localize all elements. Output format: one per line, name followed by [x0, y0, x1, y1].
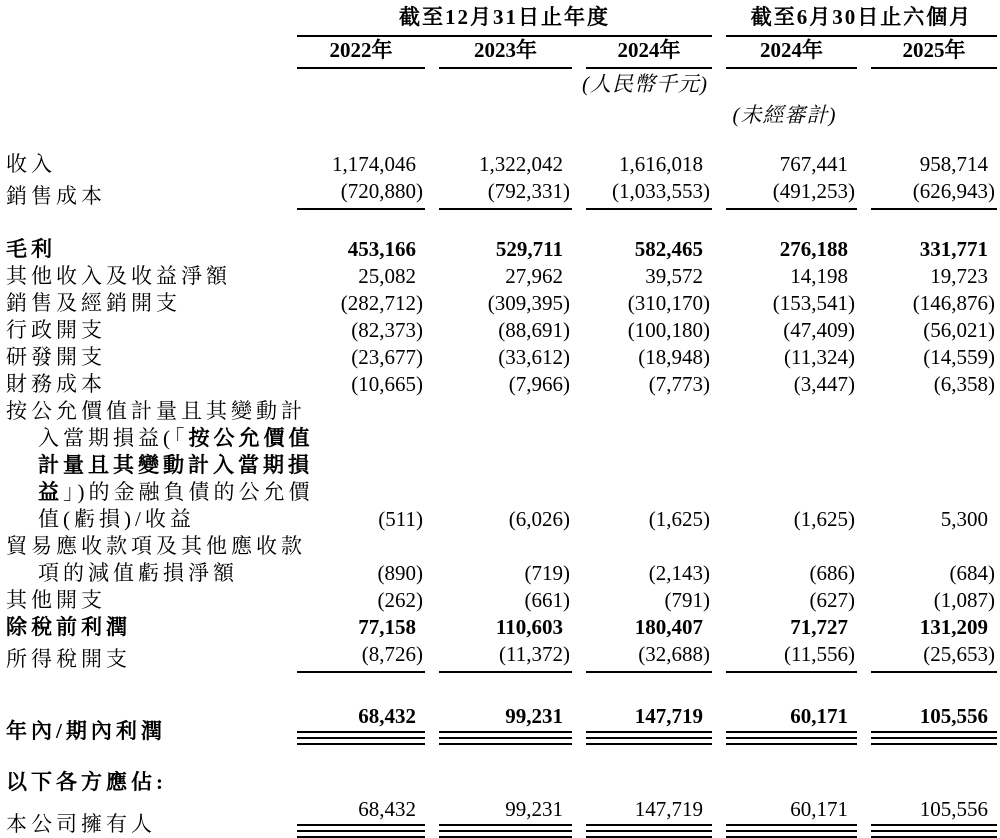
cell-value: 582,465: [634, 237, 703, 261]
cell-value: (11,372): [425, 641, 572, 673]
double-rule: [439, 830, 572, 838]
corner-blank: [0, 4, 283, 37]
row-profit-for-period: [0, 703, 997, 745]
row-other-income-net: [0, 263, 997, 290]
unaudited-note: (未經審計): [732, 103, 837, 127]
row-income-tax: [0, 641, 997, 673]
row-fvtpl-fair-value: [0, 398, 997, 533]
row-label: 其他開支: [6, 588, 106, 612]
row-label: 銷售成本: [6, 184, 106, 208]
cell-value: (47,409): [783, 318, 855, 342]
row-finance-costs: [0, 371, 997, 398]
cell-value: 331,771: [919, 237, 988, 261]
label-line: 益」)的金融負債的公允價: [38, 480, 314, 504]
cell-value: (309,395): [487, 291, 570, 315]
cell-value: 131,209: [919, 615, 988, 639]
cell-value: (627): [809, 588, 855, 612]
cell-value: (282,712): [340, 291, 423, 315]
row-label: 收入: [6, 152, 56, 176]
double-rule: [439, 737, 572, 745]
cell-value: 105,556: [857, 796, 997, 838]
cell-value: (11,324): [784, 345, 855, 369]
spacer: [0, 129, 997, 151]
row-admin-expenses: [0, 317, 997, 344]
period-interim-cell: [712, 4, 997, 37]
cell-value: 77,158: [358, 615, 416, 639]
cell-value: (6,026): [508, 507, 570, 531]
row-impairment-losses: [0, 533, 997, 587]
cell-value: (10,665): [351, 372, 423, 396]
cell-value: 453,166: [347, 237, 416, 261]
row-label: 銷售及經銷開支: [6, 291, 181, 315]
cell-value: 1,322,042: [479, 152, 563, 176]
cell-value: (11,556): [712, 641, 857, 673]
row-selling-expenses: [0, 290, 997, 317]
cell-value: (719): [524, 561, 570, 585]
cell-value: 105,556: [857, 703, 997, 745]
cell-value: 99,231: [425, 796, 572, 838]
cell-value: (2,143): [648, 561, 710, 585]
cell-value: (661): [524, 588, 570, 612]
row-label: 以下各方應佔:: [6, 770, 167, 794]
cell-value: (23,677): [351, 345, 423, 369]
double-rule: [297, 830, 425, 838]
row-currency-note: [0, 69, 997, 98]
cell-value: (720,880): [283, 178, 425, 210]
cell-value: (262): [377, 588, 423, 612]
cell-value: 5,300: [940, 507, 988, 531]
cell-value: 110,603: [495, 615, 563, 639]
cell-value: 529,711: [495, 237, 563, 261]
double-rule: [871, 830, 997, 838]
cell-value: (890): [377, 561, 423, 585]
cell-value: (511): [378, 507, 423, 531]
label-line: 按公允價值計量且其變動計: [6, 399, 306, 423]
cell-value: 147,719: [572, 703, 712, 745]
currency-note: (人民幣千元): [582, 72, 708, 96]
cell-value: 767,441: [779, 152, 848, 176]
row-attributable-heading: [0, 769, 997, 796]
row-label: 本公司擁有人: [6, 812, 156, 836]
cell-value: 39,572: [645, 264, 703, 288]
row-owners-of-company: [0, 796, 997, 838]
row-years: [0, 37, 997, 69]
row-unaudited-note: [0, 98, 997, 129]
cell-value: 99,231: [425, 703, 572, 745]
cell-value: (686): [809, 561, 855, 585]
row-cost-of-sales: [0, 178, 997, 210]
label-line: 項的減值虧損淨額: [38, 561, 238, 585]
cell-value: (7,773): [648, 372, 710, 396]
row-rd-expenses: [0, 344, 997, 371]
cell-value: (792,331): [425, 178, 572, 210]
period-annual-header: 截至12月31日止年度: [297, 4, 712, 37]
year-column-header: 2022年: [283, 37, 425, 69]
period-interim-header: 截至6月30日止六個月: [726, 4, 997, 37]
row-label: 研發開支: [6, 345, 106, 369]
row-profit-before-tax: [0, 614, 997, 641]
cell-value: (1,625): [793, 507, 855, 531]
cell-value: (56,021): [923, 318, 995, 342]
double-rule: [297, 737, 425, 745]
year-column-header: 2024年: [712, 37, 857, 69]
cell-value: (1,625): [648, 507, 710, 531]
cell-value: 1,616,018: [619, 152, 703, 176]
cell-value: (100,180): [627, 318, 710, 342]
cell-value: 68,432: [283, 796, 425, 838]
cell-value: (18,948): [638, 345, 710, 369]
cell-value: (88,691): [498, 318, 570, 342]
cell-value: (1,087): [933, 588, 995, 612]
label-line: 貿易應收款項及其他應收款: [6, 534, 306, 558]
cell-value: (684): [949, 561, 995, 585]
spacer: [0, 673, 997, 703]
row-label-multiline: [0, 398, 314, 533]
double-rule: [726, 737, 857, 745]
row-label: 行政開支: [6, 318, 106, 342]
cell-value: 14,198: [790, 264, 848, 288]
spacer: [0, 745, 997, 769]
cell-value: (153,541): [772, 291, 855, 315]
cell-value: (33,612): [498, 345, 570, 369]
cell-value: (82,373): [351, 318, 423, 342]
label-line: 計量且其變動計入當期損: [38, 453, 313, 477]
row-label: 毛利: [6, 237, 56, 261]
cell-value: (25,653): [857, 641, 997, 673]
cell-value: (7,966): [508, 372, 570, 396]
double-rule: [586, 830, 712, 838]
cell-value: (310,170): [627, 291, 710, 315]
cell-value: (6,358): [933, 372, 995, 396]
row-period-groups: [0, 4, 997, 37]
cell-value: 276,188: [779, 237, 848, 261]
cell-value: 60,171: [712, 796, 857, 838]
cell-value: 27,962: [505, 264, 563, 288]
period-annual-cell: [283, 4, 712, 37]
cell-value: 1,174,046: [332, 152, 416, 176]
cell-value: 60,171: [712, 703, 857, 745]
row-label: 所得稅開支: [6, 647, 131, 671]
cell-value: 180,407: [634, 615, 703, 639]
cell-value: 147,719: [572, 796, 712, 838]
label-line: 值(虧損)/收益: [38, 507, 195, 531]
cell-value: (626,943): [857, 178, 997, 210]
cell-value: 25,082: [358, 264, 416, 288]
year-column-header: 2025年: [857, 37, 997, 69]
cell-value: 19,723: [930, 264, 988, 288]
financial-table: [0, 4, 997, 838]
cell-value: (791): [664, 588, 710, 612]
cell-value: 68,432: [283, 703, 425, 745]
row-label-multiline: [0, 533, 306, 587]
row-label: 年內/期內利潤: [6, 719, 166, 743]
year-column-header: 2023年: [425, 37, 572, 69]
year-column-header: 2024年: [572, 37, 712, 69]
double-rule: [871, 737, 997, 745]
row-other-expenses: [0, 587, 997, 614]
cell-value: (1,033,553): [572, 178, 712, 210]
cell-value: (14,559): [923, 345, 995, 369]
cell-value: 958,714: [919, 152, 988, 176]
cell-value: (32,688): [572, 641, 712, 673]
cell-value: (146,876): [912, 291, 995, 315]
double-rule: [726, 830, 857, 838]
cell-value: 71,727: [790, 615, 848, 639]
row-label: 除稅前利潤: [6, 615, 131, 639]
cell-value: (3,447): [793, 372, 855, 396]
double-rule: [586, 737, 712, 745]
row-gross-profit: [0, 236, 997, 263]
cell-value: (8,726): [283, 641, 425, 673]
label-line: 入當期損益(「按公允價值: [38, 426, 314, 450]
row-label: 其他收入及收益淨額: [6, 264, 231, 288]
spacer: [0, 210, 997, 236]
row-label: 財務成本: [6, 372, 106, 396]
cell-value: (491,253): [712, 178, 857, 210]
row-revenue: [0, 151, 997, 178]
